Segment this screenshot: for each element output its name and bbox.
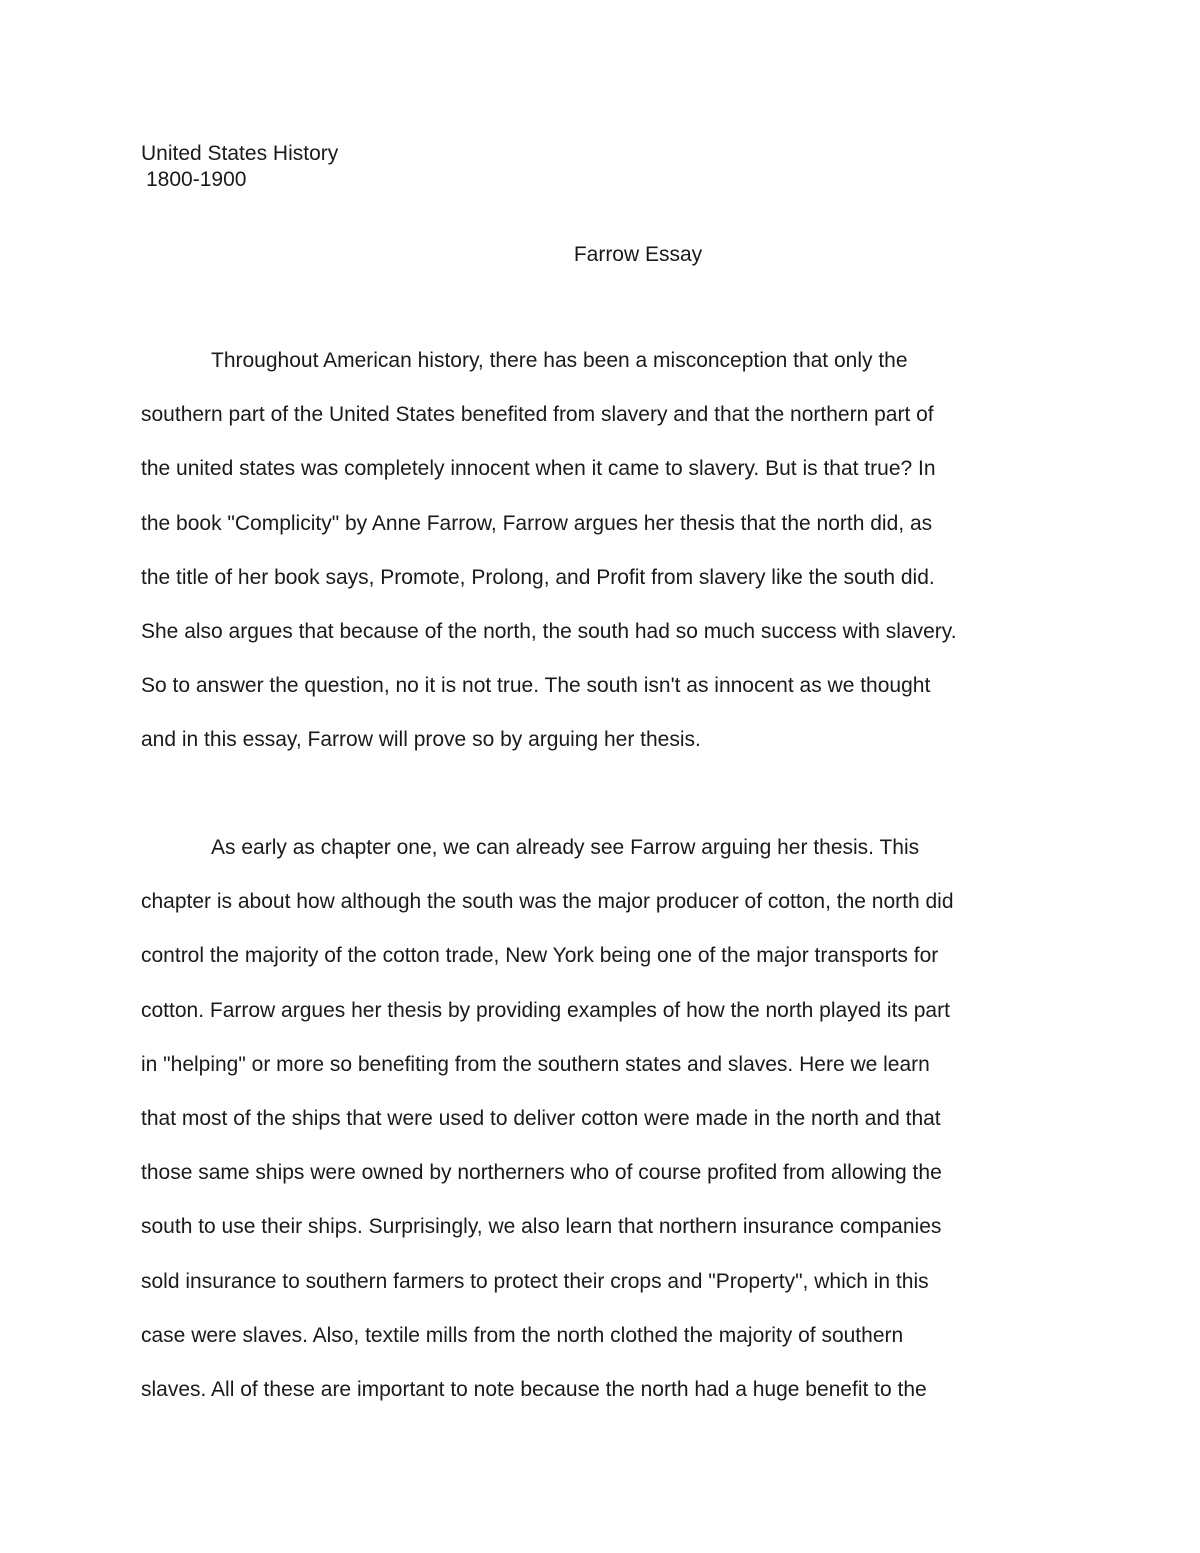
paragraph-line: control the majority of the cotton trade, New York being one of the major transports for bbox=[141, 944, 939, 968]
paragraph-line: case were slaves. Also, textile mills from the north clothed the majority of southern bbox=[141, 1323, 904, 1347]
paragraph-line: southern part of the United States benefited from slavery and that the northern part of bbox=[141, 403, 934, 427]
paragraph-line: the book "Complicity" by Anne Farrow, Farrow argues her thesis that the north did, as bbox=[141, 511, 933, 535]
paragraph-line: in "helping" or more so benefiting from the southern states and slaves. Here we learn bbox=[141, 1052, 930, 1076]
essay-title: Farrow Essay bbox=[573, 243, 703, 266]
course-years: 1800-1900 bbox=[146, 168, 247, 191]
paragraph-line: that most of the ships that were used to deliver cotton were made in the north and that bbox=[141, 1106, 941, 1130]
paragraph-line: So to answer the question, no it is not true. The south isn't as innocent as we thought bbox=[141, 674, 931, 698]
paragraph-2 bbox=[141, 821, 1071, 1417]
paragraph-line: the title of her book says, Promote, Prolong, and Profit from slavery like the south did. bbox=[141, 565, 935, 589]
paragraph-line: Throughout American history, there has been a misconception that only the bbox=[211, 349, 908, 372]
paragraph-line: those same ships were owned by northerners who of course profited from allowing the bbox=[141, 1161, 942, 1185]
paragraph-line: the united states was completely innocent when it came to slavery. But is that true? In bbox=[141, 457, 936, 481]
paragraph-line: She also argues that because of the north, the south had so much success with slavery. bbox=[141, 619, 957, 643]
paragraph-line: and in this essay, Farrow will prove so by arguing her thesis. bbox=[141, 728, 701, 752]
paragraph-line: chapter is about how although the south was the major producer of cotton, the north did bbox=[141, 890, 954, 914]
paragraph-1 bbox=[141, 334, 1071, 768]
paragraph-line: As early as chapter one, we can already see Farrow arguing her thesis. This bbox=[211, 836, 920, 859]
course-name: United States History bbox=[141, 142, 339, 165]
paragraph-line: south to use their ships. Surprisingly, we also learn that northern insurance companies bbox=[141, 1215, 942, 1239]
paragraph-line: slaves. All of these are important to note because the north had a huge benefit to the bbox=[141, 1377, 927, 1401]
paragraph-line: cotton. Farrow argues her thesis by providing examples of how the north played its part bbox=[141, 998, 950, 1022]
paragraph-line: sold insurance to southern farmers to protect their crops and "Property", which in this bbox=[141, 1269, 929, 1293]
